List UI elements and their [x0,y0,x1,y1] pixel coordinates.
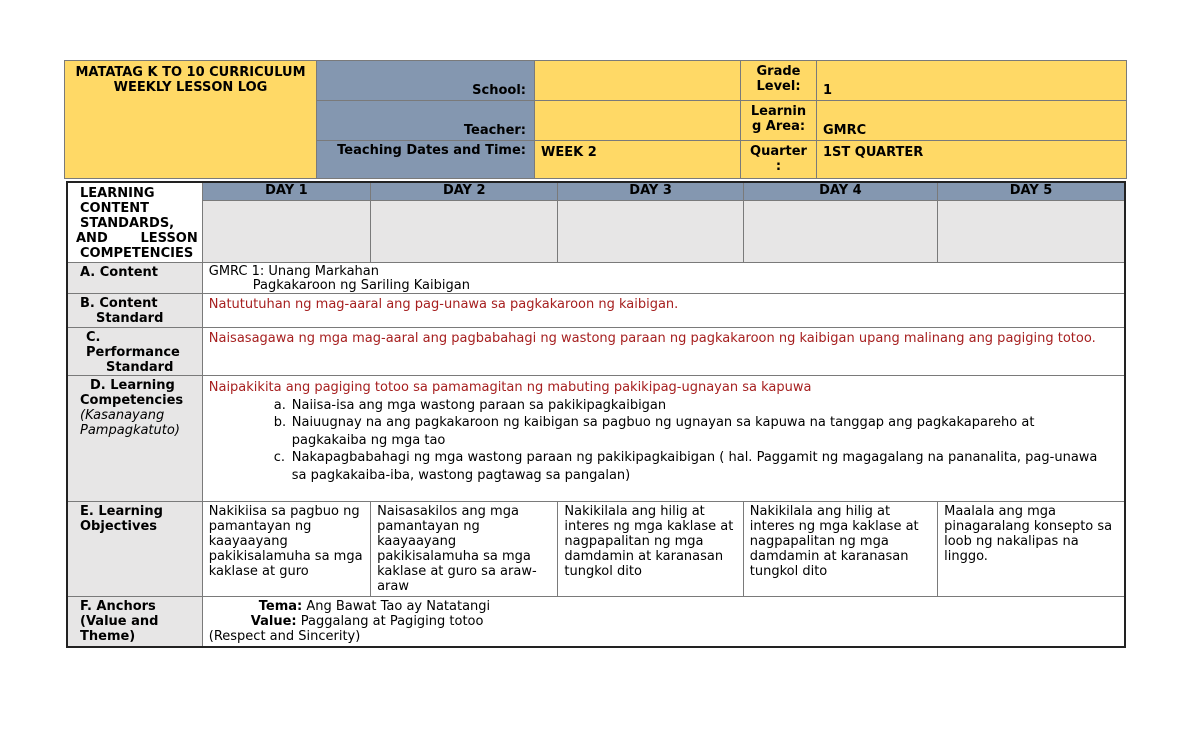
content-label: A. Content [67,263,202,294]
performance-standard-label-1: C. Performance [86,330,180,360]
school-field[interactable] [535,61,741,101]
competency-item-a [274,397,1112,415]
value-label: Value: [250,614,297,629]
competencies-label-2: Competencies [80,393,184,408]
teaching-dates-field[interactable]: WEEK 2 [535,141,741,179]
competency-marker: c. [273,450,286,465]
quarter-field[interactable]: 1ST QUARTER [817,141,1127,179]
objectives-label-2: Objectives [80,519,158,534]
competency-item-b [274,414,1112,449]
competencies-main: Naipakikita ang pagiging totoo sa pamamagitan ng mabuting pakikipag-ugnayan sa kapuwa [208,380,812,395]
anchor-value [209,614,1118,629]
school-label: School: [317,61,535,101]
anchor-translation: (Respect and Sincerity) [208,629,361,644]
objective-day-1: Nakikiisa sa pagbuo ng pamantayan ng kaayaayang pakikisalamuha sa mga kaklase at guro [202,502,370,597]
header-table [64,60,1127,179]
competencies-list [209,397,1118,485]
competency-marker: b. [273,415,287,430]
competency-text: Naiisa-isa ang mga wastong paraan sa pakikipagkaibigan [291,397,667,413]
learning-area-label [741,101,817,141]
content-standard-label-1: B. Content [80,296,158,311]
quarter-label-2: : [775,159,782,174]
grade-level-label [741,61,817,101]
day-2-blank[interactable] [371,201,558,263]
day-3-blank[interactable] [558,201,743,263]
corner-line-2: CONTENT [80,201,149,216]
competencies-label [67,376,202,502]
quarter-label [741,141,817,179]
day-5-header: DAY 5 [938,182,1125,201]
day-4-blank[interactable] [743,201,937,263]
log-title-line2: WEEKLY LESSON LOG [113,80,268,95]
objective-day-4: Nakikilala ang hilig at interes ng mga kaklase at nagpapalitan ng mga damdamin at karanasan tungkol dito [743,502,937,597]
objectives-label-1: E. Learning [80,504,163,519]
day-4-header: DAY 4 [743,182,937,201]
day-2-header: DAY 2 [371,182,558,201]
log-title-line1: MATATAG K TO 10 CURRICULUM [75,65,306,80]
content-cell [202,263,1125,294]
performance-standard-label-2: Standard [106,360,174,375]
corner-line-3: STANDARDS, [80,216,175,231]
learning-area-label-2: g Area: [751,119,806,134]
content-standard-text: Natututuhan ng mag-aaral ang pag-unawa sa pagkakaroon ng kaibigan. [202,294,1125,328]
competencies-cell [202,376,1125,502]
anchors-cell [202,597,1125,647]
quarter-label-1: Quarter [750,144,807,159]
day-3-header: DAY 3 [558,182,743,201]
anchor-tema [209,599,1118,614]
grade-level-label-2: Level: [756,79,801,94]
competency-item-c [274,449,1112,484]
anchors-label-3: Theme) [80,629,136,644]
learning-area-field[interactable]: GMRC [817,101,1127,141]
competencies-label-3: (Kasanayang [80,408,165,423]
log-title [65,61,317,179]
teaching-dates-label: Teaching Dates and Time: [317,141,535,179]
corner-line-5: COMPETENCIES [80,246,194,261]
lesson-log-table [66,181,1126,648]
objective-day-5: Maalala ang mga pinagaralang konsepto sa loob ng nakalipas na linggo. [938,502,1125,597]
anchors-label [67,597,202,647]
content-standard-label [67,294,202,328]
day-1-blank[interactable] [202,201,370,263]
corner-line-1: LEARNING [80,186,155,201]
anchors-label-1: F. Anchors [80,599,156,614]
grade-level-field[interactable]: 1 [817,61,1127,101]
content-standard-label-2: Standard [96,311,164,326]
value-value: Paggalang at Pagiging totoo [300,614,484,629]
content-line2: Pagkakaroon ng Sariling Kaibigan [252,278,470,293]
content-line1: GMRC 1: Unang Markahan [208,264,380,279]
corner-lesson: LESSON [140,231,198,246]
grade-level-label-1: Grade [756,64,801,79]
tema-label: Tema: [258,599,303,614]
teacher-label: Teacher: [317,101,535,141]
day-5-blank[interactable] [938,201,1125,263]
competencies-label-4: Pampagkatuto) [80,423,180,438]
corner-label [67,182,202,263]
corner-and: AND [76,231,108,246]
day-1-header: DAY 1 [202,182,370,201]
learning-area-label-1: Learnin [750,104,807,119]
competency-text: Nakapagbabahagi ng mga wastong paraan ng pakikipagkaibigan ( hal. Paggamit ng magagalang na pananalita, pag-unawa sa pagkakaiba-iba, wastong pagtawag sa pangalan) [291,450,1098,483]
objective-day-3: Nakikilala ang hilig at interes ng mga kaklase at nagpapalitan ng mga damdamin at karanasan tungkol dito [558,502,743,597]
objective-day-2: Naisasakilos ang mga pamantayan ng kaayaayang pakikisalamuha sa mga kaklase at guro sa araw-araw [371,502,558,597]
teacher-field[interactable] [535,101,741,141]
competency-marker: a. [273,397,286,413]
objectives-label [67,502,202,597]
anchors-label-2: (Value and [80,614,159,629]
corner-line-4 [76,231,198,246]
performance-standard-label [67,328,202,376]
performance-standard-text: Naisasagawa ng mga mag-aaral ang pagbabahagi ng wastong paraan ng pagkakaroon ng kaibigan upang malinang ang pagiging totoo. [202,328,1125,376]
competency-text: Naiuugnay na ang pagkakaroon ng kaibigan sa pagbuo ng ugnayan sa kapuwa na tanggap ang pagkakapareho at pagkakaiba ng mga tao [291,415,1035,448]
tema-value: Ang Bawat Tao ay Natatangi [306,599,491,614]
competencies-label-1: D. Learning [90,378,175,393]
